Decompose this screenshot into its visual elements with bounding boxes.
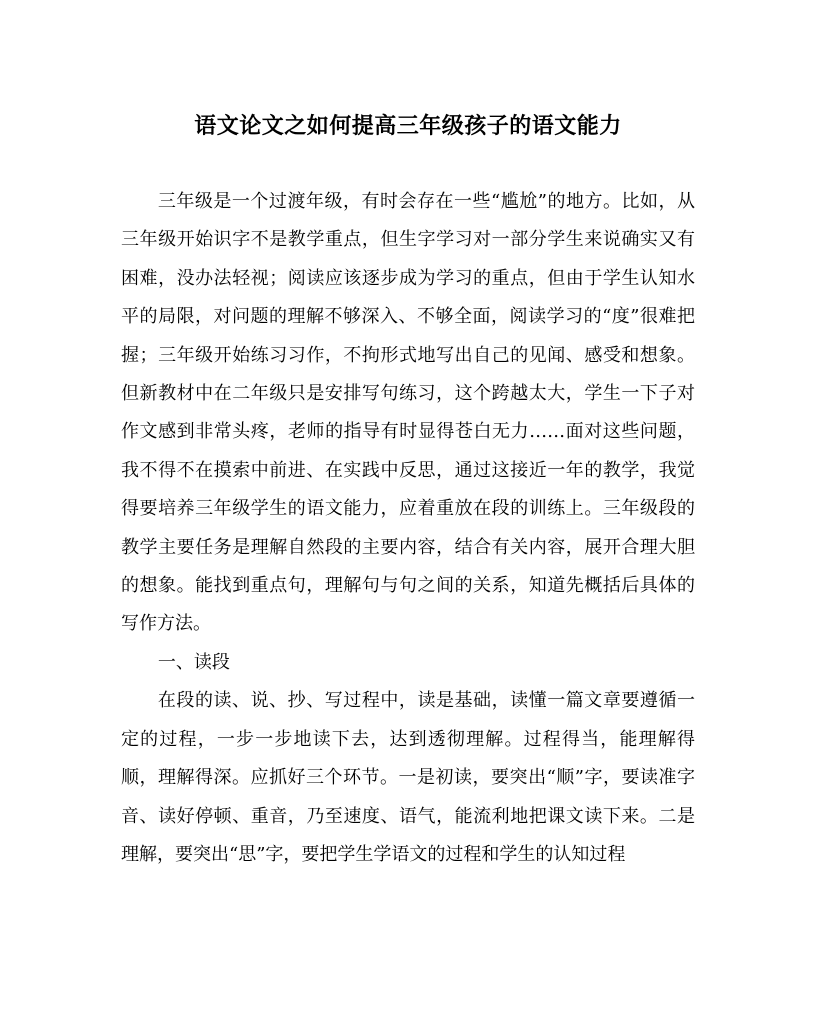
section-paragraph: 在段的读、说、抄、写过程中，读是基础，读懂一篇文章要遵循一定的过程，一步一步地读下去，达到透彻理解。过程得当，能理解得顺，理解得深。应抓好三个环节。一是初读，要突出“顺”字，要读准字音、读好停顿、重音，乃至速度、语气，能流利地把课文读下来。二是理解，要突出“思”字，要把学生学语文的过程和学生的认知过程	[121, 690, 695, 865]
section-heading: 一、读段	[157, 651, 230, 673]
document-title: 语文论文之如何提高三年级孩子的语文能力	[194, 113, 622, 139]
intro-paragraph: 三年级是一个过渡年级，有时会存在一些“尴尬”的地方。比如，从三年级开始识字不是教学重点，但生字学习对一部分学生来说确实又有困难，没办法轻视；阅读应该逐步成为学习的重点，但由于学生认知水平的局限，对问题的理解不够深入、不够全面，阅读学习的“度”很难把握；三年级开始练习习作，不拘形式地写出自己的见闻、感受和想象。但新教材中在二年级只是安排写句练习，这个跨越太大，学生一下子对作文感到非常头疼，老师的指导有时显得苍白无力……面对这些问题，我不得不在摸索中前进、在实践中反思，通过这接近一年的教学，我觉得要培养三年级学生的语文能力，应着重放在段的训练上。三年级段的教学主要任务是理解自然段的主要内容，结合有关内容，展开合理大胆的想象。能找到重点句，理解句与句之间的关系，知道先概括后具体的写作方法。	[121, 191, 695, 635]
document-body	[121, 183, 695, 874]
